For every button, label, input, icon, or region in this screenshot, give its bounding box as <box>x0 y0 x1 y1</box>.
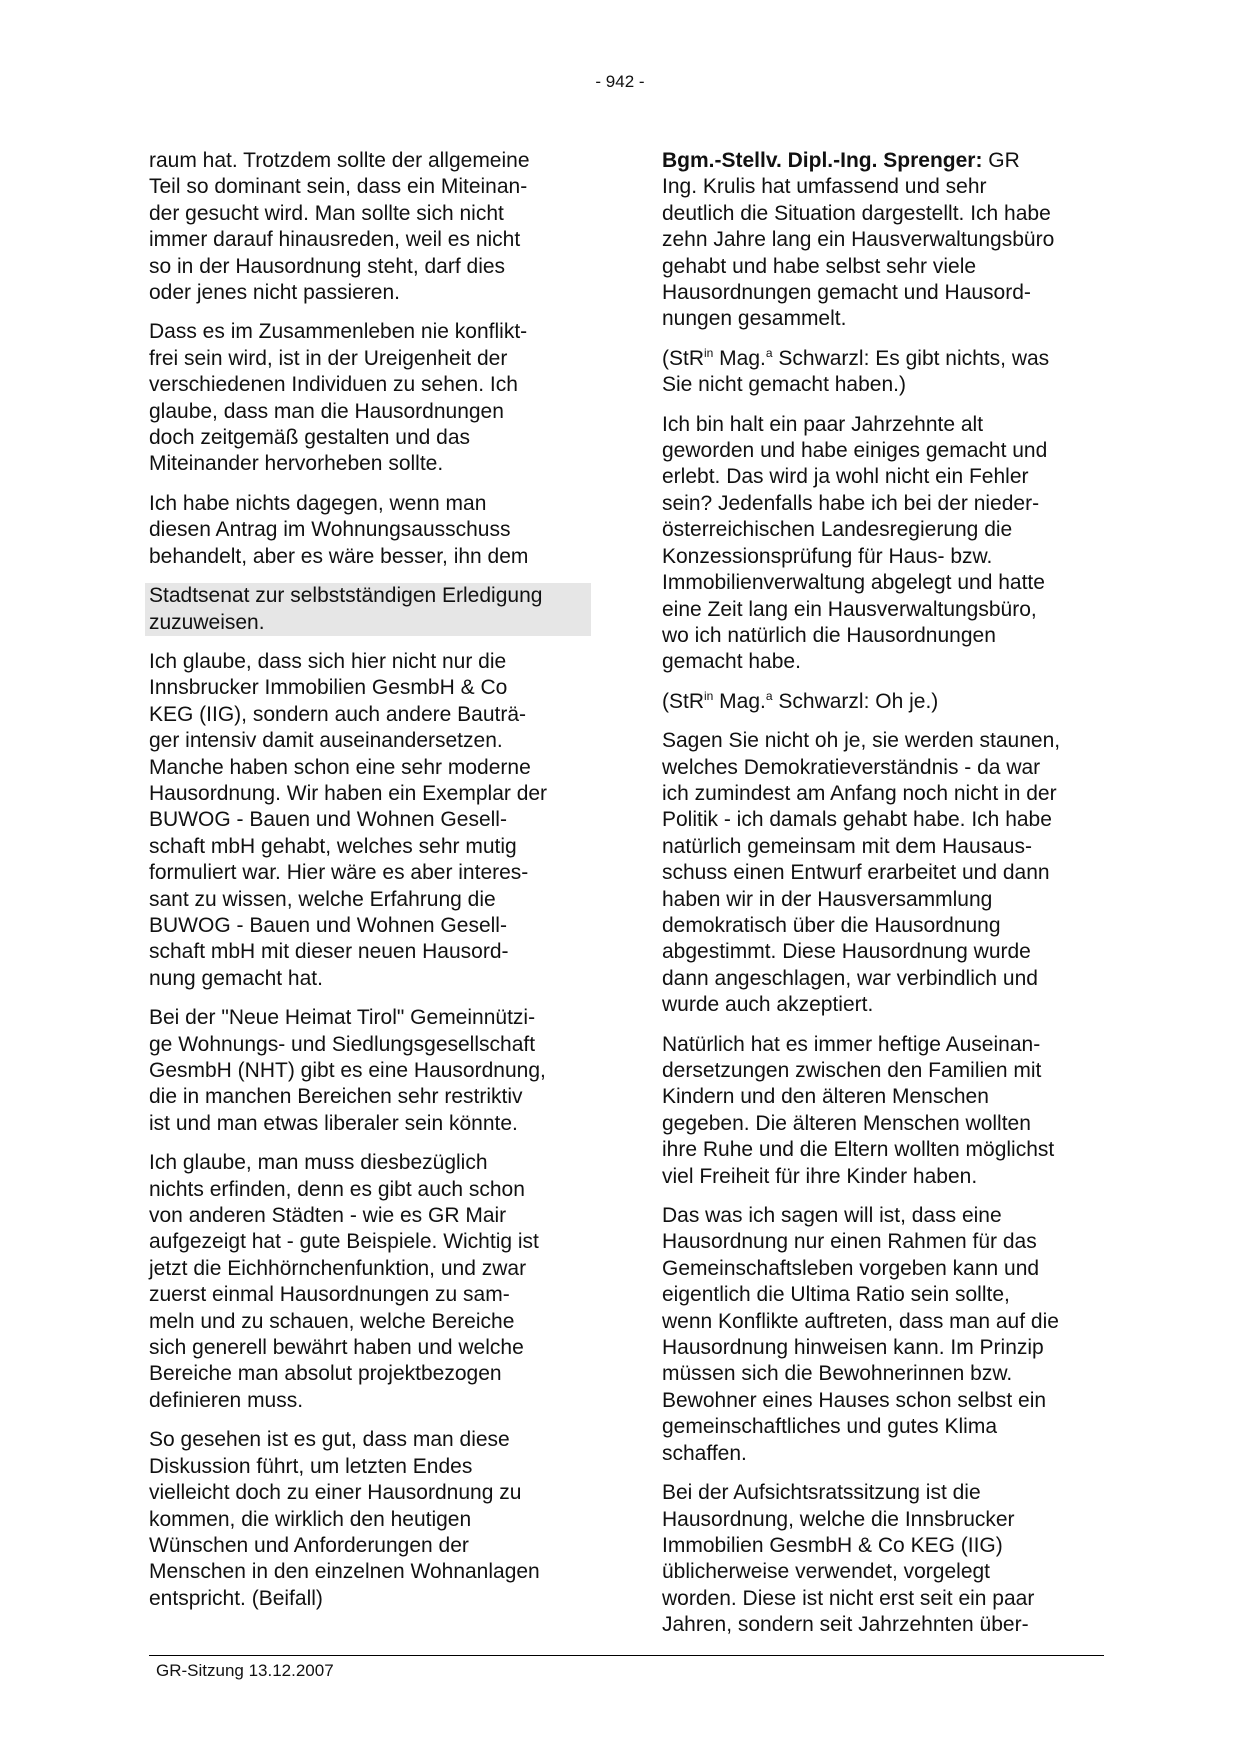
superscript: a <box>765 345 773 360</box>
right-column <box>662 148 1112 1652</box>
superscript: in <box>704 688 714 703</box>
paragraph: Dass es im Zusammenleben nie konflikt- frei sein wird, ist in der Ureigenheit der verschiedenen Individuen zu sehen. Ich glaube, dass man die Hausordnungen doch zeitgemäß gestalten und das Miteinander hervorheben sollte. <box>149 320 528 476</box>
paragraph: Bei der "Neue Heimat Tirol" Gemeinnützi- ge Wohnungs- und Siedlungsgesellschaft GesmbH (NHT) gibt es eine Hausordnung, die in manchen Bereichen sehr restriktiv ist und man etwas liberaler sein könnte. <box>149 1006 546 1135</box>
paragraph: So gesehen ist es gut, dass man diese Diskussion führt, um letzten Endes vielleicht doch zu einer Hausordnung zu kommen, die wirklich den heutigen Wünschen und Anforderungen der Menschen in den einzelnen Wohnanlagen entspricht. (Beifall) <box>149 1428 540 1610</box>
superscript: in <box>704 345 714 360</box>
interjection <box>662 689 1112 715</box>
paragraph: Das was ich sagen will ist, dass eine Hausordnung nur einen Rahmen für das Gemeinschaftsleben vorgeben kann und eigentlich die Ultima Ratio sein sollte, wenn Konflikte auftreten, dass man auf die Hausordnung hinweisen kann. Im Prinzip müssen sich die Bewohnerinnen bzw. Bewohner eines Hauses schon selbst ein gemeinschaftliches und gutes Klima schaffen. <box>662 1204 1059 1465</box>
interjection <box>662 346 1112 399</box>
footer-text: GR-Sitzung 13.12.2007 <box>156 1661 334 1680</box>
superscript: a <box>765 688 773 703</box>
interjection-part: Mag. <box>713 689 766 713</box>
paragraph: Natürlich hat es immer heftige Auseinan- dersetzungen zwischen den Familien mit Kindern und den älteren Menschen gegeben. Die älteren Menschen wollten ihre Ruhe und die Eltern wollten möglichst viel Freiheit für ihre Kinder haben. <box>662 1032 1055 1188</box>
speaker-name: Bgm.-Stellv. Dipl.-Ing. Sprenger: <box>662 149 983 172</box>
left-column <box>149 148 599 1625</box>
paragraph: Ich glaube, man muss diesbezüglich nichts erfinden, denn es gibt auch schon von anderen Städten - wie es GR Mair aufgezeigt hat - gute Beispiele. Wichtig ist jetzt die Eichhörnchenfunktion, und zwar zuerst einmal Hausordnungen zu sam- meln und zu schauen, welche Bereiche sich generell bewährt haben und welche Bereiche man absolut projektbezogen definieren muss. <box>149 1151 539 1412</box>
interjection-part: (StR <box>662 689 704 713</box>
paragraph: Ich glaube, dass sich hier nicht nur die Innsbrucker Immobilien GesmbH & Co KEG (IIG), sondern auch andere Bauträ- ger intensiv damit auseinandersetzen. Manche haben schon eine sehr moderne Hausordnung. Wir haben ein Exemplar der BUWOG - Bauen und Wohnen Gesell- schaft mbH gehabt, welches sehr mutig formuliert war. Hier wäre es aber interes- sant zu wissen, welche Erfahrung die BUWOG - Bauen und Wohnen Gesell- schaft mbH mit dieser neuen Hausord- nung gemacht hat. <box>149 649 548 990</box>
paragraph: Sagen Sie nicht oh je, sie werden staunen, welches Demokratieverständnis - da war ich zumindest am Anfang noch nicht in der Politik - ich damals gehabt habe. Ich habe natürlich gemeinsam mit dem Hausaus- schuss einen Entwurf erarbeitet und dann haben wir in der Hausversammlung demokratisch über die Hausordnung abgestimmt. Diese Hausordnung wurde dann angeschlagen, war verbindlich und wurde auch akzeptiert. <box>662 729 1061 1017</box>
footer-divider <box>149 1655 1104 1656</box>
speaker-text: GR Ing. Krulis hat umfassend und sehr deutlich die Situation dargestellt. Ich habe zehn Jahre lang ein Hausverwaltungsbüro gehabt und habe selbst sehr viele Hausordnungen gemacht und Hausord- nungen gesammelt. <box>662 149 1055 331</box>
interjection-part: Schwarzl: Oh je.) <box>772 689 939 713</box>
highlighted-paragraph: Stadtsenat zur selbstständigen Erledigung zuzuweisen. <box>145 583 591 636</box>
speaker-paragraph <box>662 148 1112 333</box>
interjection-part: Schwarzl: Es gibt nichts, was Sie nicht gemacht haben.) <box>662 346 1050 397</box>
paragraph: Ich habe nichts dagegen, wenn man diesen Antrag im Wohnungsausschuss behandelt, aber es wäre besser, ihn dem <box>149 491 529 568</box>
interjection-part: Mag. <box>713 346 766 370</box>
paragraph: Ich bin halt ein paar Jahrzehnte alt geworden und habe einiges gemacht und erlebt. Das wird ja wohl nicht ein Fehler sein? Jedenfalls habe ich bei der nieder- österreichischen Landesregierung die Konzessionsprüfung für Haus- bzw. Immobilienverwaltung abgelegt und hatte eine Zeit lang ein Hausverwaltungsbüro, wo ich natürlich die Hausordnungen gemacht habe. <box>662 412 1048 674</box>
paragraph: Bei der Aufsichtsratssitzung ist die Hausordnung, welche die Innsbrucker Immobilien GesmbH & Co KEG (IIG) üblicherweise verwendet, vorgelegt worden. Diese ist nicht erst seit ein paar Jahren, sondern seit Jahrzehnten über- <box>662 1481 1035 1637</box>
paragraph: raum hat. Trotzdem sollte der allgemeine Teil so dominant sein, dass ein Miteinan- der gesucht wird. Man sollte sich nicht immer darauf hinausreden, weil es nicht so in der Hausordnung steht, darf dies oder jenes nicht passieren. <box>149 149 530 305</box>
interjection-part: (StR <box>662 346 704 370</box>
page-number: - 942 - <box>595 72 645 91</box>
